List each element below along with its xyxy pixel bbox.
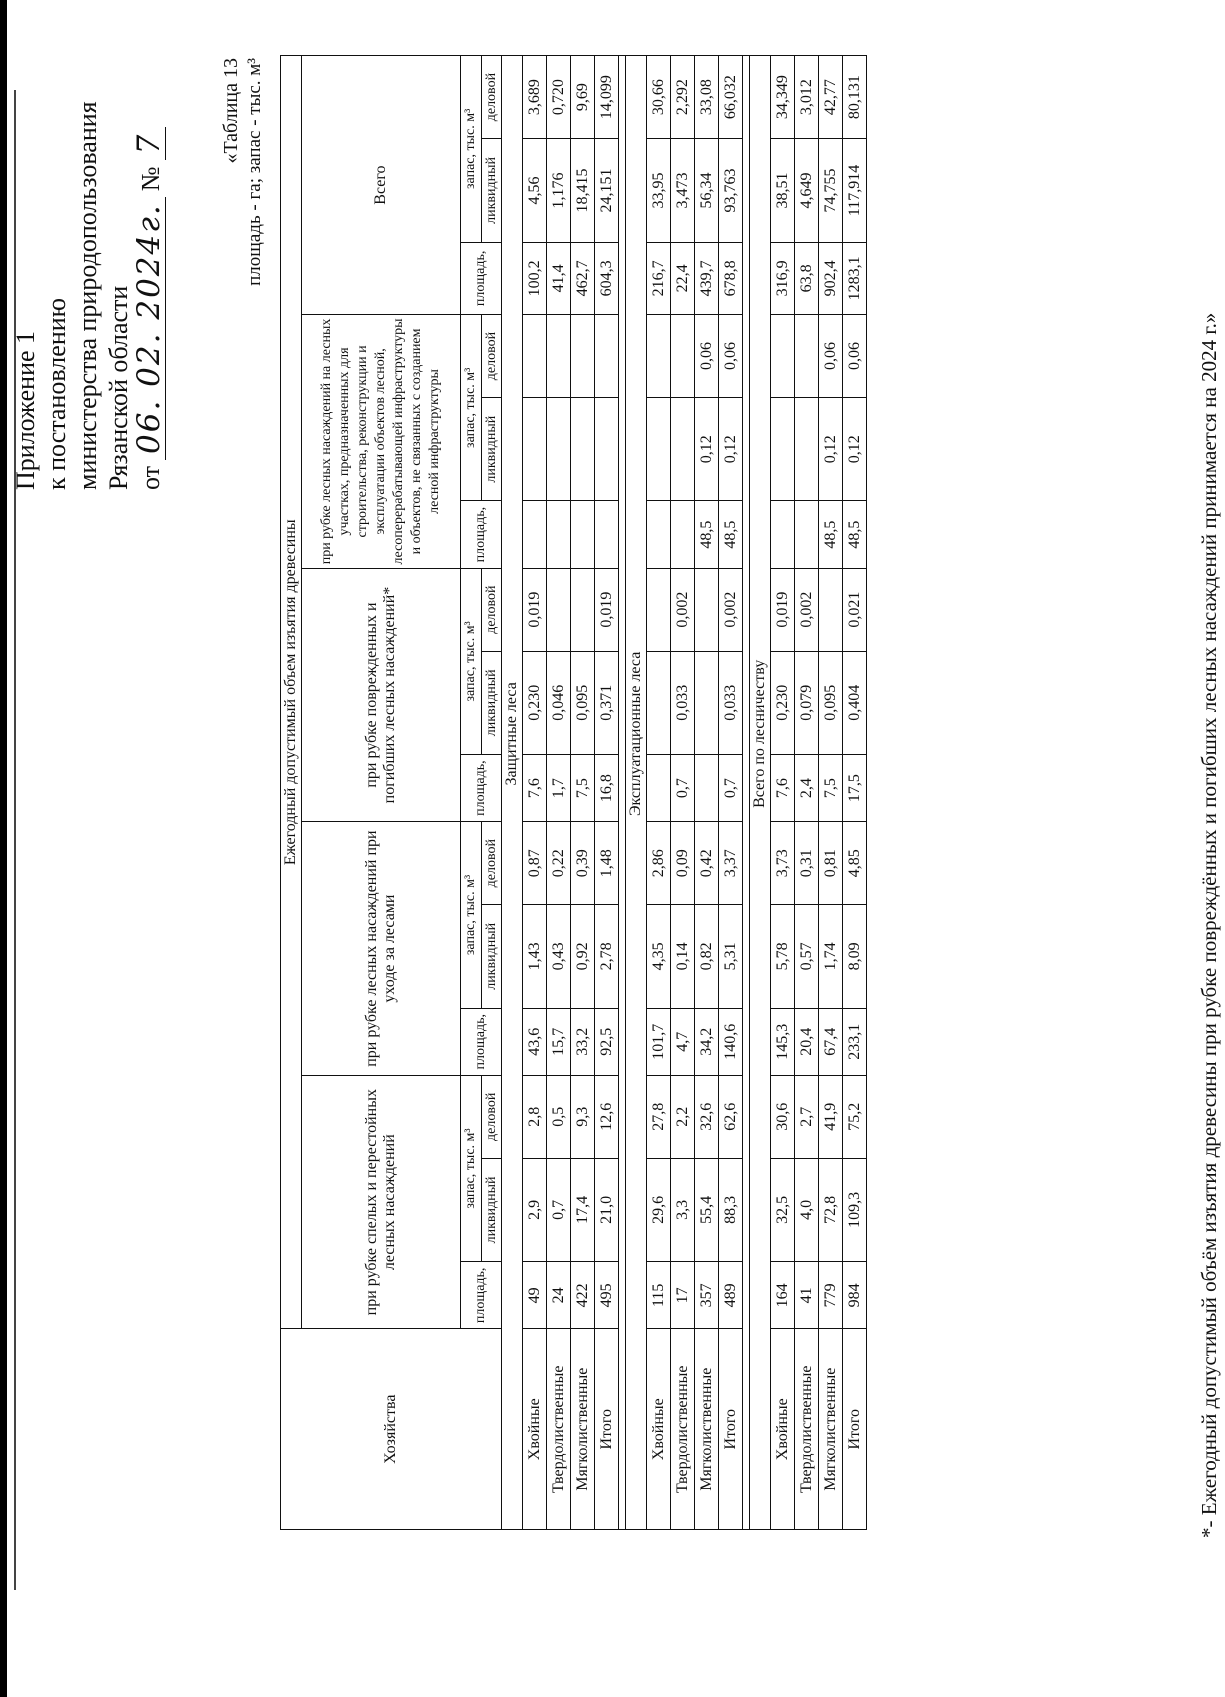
table-cell [695, 651, 719, 755]
footnote: *- Ежегодный допустимый объём изъятия древесины при рубке повреждённых и погибших лесных насаждений принимается на 2024 г.» [1197, 312, 1221, 1538]
table-cell [647, 315, 671, 398]
table-cell [771, 501, 795, 568]
table-cell: 1283,1 [843, 242, 867, 314]
table-cell: 0,046 [547, 651, 571, 755]
table-cell [547, 568, 571, 651]
table-cell: 12,6 [595, 1075, 619, 1158]
scan-binding-edge [0, 0, 7, 1697]
table-row [819, 56, 843, 1530]
row-label: Хвойные [647, 1329, 671, 1530]
table-cell: 4,649 [795, 139, 819, 243]
table-cell: 0,12 [695, 397, 719, 501]
table-cell [819, 568, 843, 651]
table-number-label: «Таблица 13 [220, 58, 242, 164]
table-cell: 0,404 [843, 651, 867, 755]
table-cell [647, 568, 671, 651]
table-cell: 32,6 [695, 1075, 719, 1158]
table-cell: 164 [771, 1262, 795, 1329]
table-cell: 0,57 [795, 905, 819, 1009]
table-cell [771, 315, 795, 398]
table-cell: 88,3 [719, 1158, 743, 1262]
table-cell: 27,8 [647, 1075, 671, 1158]
table-cell: 72,8 [819, 1158, 843, 1262]
group-header-care: при рубке лесных насаждений при уходе за лесами [302, 822, 461, 1076]
stock-header: запас, тыс. м³ [461, 56, 482, 243]
group-header-construction: при рубке лесных насаждений на лесных участках, предназначенных для строительства, реконструкции и эксплуатации объектов лесной, лесоперерабатывающей инфраструктуры и объектов, не связанных с созданием лесной инфраструктуры [302, 315, 461, 569]
table-cell: 1,176 [547, 139, 571, 243]
liquid-header: ликвидный [482, 139, 502, 243]
table-cell: 14,099 [595, 56, 619, 139]
table-cell: 8,09 [843, 905, 867, 1009]
table-row [671, 56, 695, 1530]
table-cell [795, 315, 819, 398]
table-cell: 489 [719, 1262, 743, 1329]
table-cell [671, 397, 695, 501]
table-cell: 100,2 [523, 242, 547, 314]
header-line-3: министерства природопользования [73, 101, 102, 490]
section-title: Эксплуатационные леса [626, 139, 647, 1329]
table-cell: 0,12 [819, 397, 843, 501]
table-row [795, 56, 819, 1530]
table-cell: 0,019 [771, 568, 795, 651]
group-header-total: Всего [302, 56, 461, 315]
business-header: деловой [482, 822, 502, 905]
table-cell: 38,51 [771, 139, 795, 243]
table-cell: 55,4 [695, 1158, 719, 1262]
section-header-row [502, 56, 523, 1530]
table-cell: 24,151 [595, 139, 619, 243]
table-cell: 9,69 [571, 56, 595, 139]
table-cell: 0,019 [523, 568, 547, 651]
table-cell: 0,92 [571, 905, 595, 1009]
stock-header: запас, тыс. м³ [461, 568, 482, 754]
table-cell: 34,349 [771, 56, 795, 139]
handwritten-date: 06. 02. 2024г. [134, 197, 166, 460]
table-cell: 0,033 [719, 651, 743, 755]
date-prefix: от [136, 465, 165, 490]
table-cell: 4,56 [523, 139, 547, 243]
table-cell: 41,4 [547, 242, 571, 314]
table-cell: 43,6 [523, 1008, 547, 1075]
table-cell: 0,371 [595, 651, 619, 755]
table-cell: 66,032 [719, 56, 743, 139]
table-cell [571, 568, 595, 651]
farms-header: Хозяйства [281, 1329, 502, 1530]
table-cell: 101,7 [647, 1008, 671, 1075]
row-label: Твердолиственные [547, 1329, 571, 1530]
table-cell: 495 [595, 1262, 619, 1329]
row-label: Мягколиственные [695, 1329, 719, 1530]
table-cell: 7,6 [523, 755, 547, 822]
table-cell: 462,7 [571, 242, 595, 314]
table-cell: 3,012 [795, 56, 819, 139]
table-cell: 0,12 [719, 397, 743, 501]
row-label: Твердолиственные [671, 1329, 695, 1530]
table-cell: 2,8 [523, 1075, 547, 1158]
group-header-mature: при рубке спелых и перестойных лесных насаждений [302, 1075, 461, 1329]
table-cell: 17,4 [571, 1158, 595, 1262]
table-cell: 7,5 [571, 755, 595, 822]
row-label: Хвойные [771, 1329, 795, 1530]
table-cell: 604,3 [595, 242, 619, 314]
table-cell: 63,8 [795, 242, 819, 314]
table-cell: 33,95 [647, 139, 671, 243]
table-cell: 2,9 [523, 1158, 547, 1262]
table-cell: 140,6 [719, 1008, 743, 1075]
table-cell: 2,86 [647, 822, 671, 905]
table-cell [523, 397, 547, 501]
liquid-header: ликвидный [482, 397, 502, 501]
table-cell [595, 315, 619, 398]
table-cell: 3,3 [671, 1158, 695, 1262]
table-cell: 75,2 [843, 1075, 867, 1158]
table-cell: 0,095 [819, 651, 843, 755]
table-cell: 16,8 [595, 755, 619, 822]
table-row [595, 56, 619, 1530]
table-cell: 2,4 [795, 755, 819, 822]
table-cell: 1,43 [523, 905, 547, 1009]
table-cell: 30,66 [647, 56, 671, 139]
table-cell: 216,7 [647, 242, 671, 314]
table-cell: 0,22 [547, 822, 571, 905]
table-cell: 30,6 [771, 1075, 795, 1158]
area-header: площадь, [461, 1262, 502, 1329]
table-row [719, 56, 743, 1530]
table-cell: 0,06 [719, 315, 743, 398]
table-cell [547, 397, 571, 501]
row-label: Итого [719, 1329, 743, 1530]
table-cell: 0,230 [523, 651, 547, 755]
table-cell: 4,85 [843, 822, 867, 905]
row-label: Хвойные [523, 1329, 547, 1530]
table-cell: 0,06 [843, 315, 867, 398]
table-cell: 2,292 [671, 56, 695, 139]
table-cell: 92,5 [595, 1008, 619, 1075]
table-cell [571, 397, 595, 501]
table-cell: 2,78 [595, 905, 619, 1009]
header-line-4: Рязанской области [104, 285, 133, 490]
table-cell: 17 [671, 1262, 695, 1329]
table-cell [523, 501, 547, 568]
table-cell: 0,720 [547, 56, 571, 139]
table-row [771, 56, 795, 1530]
table-cell: 0,002 [795, 568, 819, 651]
table-cell: 2,7 [795, 1075, 819, 1158]
table-cell: 15,7 [547, 1008, 571, 1075]
table-cell [571, 315, 595, 398]
table-cell: 233,1 [843, 1008, 867, 1075]
table-cell: 0,39 [571, 822, 595, 905]
table-cell: 1,74 [819, 905, 843, 1009]
table-cell: 0,7 [671, 755, 695, 822]
number-sign: № [136, 166, 165, 192]
table-cell: 4,35 [647, 905, 671, 1009]
table-cell: 439,7 [695, 242, 719, 314]
table-cell: 7,6 [771, 755, 795, 822]
table-cell: 984 [843, 1262, 867, 1329]
table-cell: 0,42 [695, 822, 719, 905]
table-cell [795, 397, 819, 501]
section-spacer [619, 56, 626, 1530]
table-cell: 5,31 [719, 905, 743, 1009]
row-label: Мягколиственные [571, 1329, 595, 1530]
table-cell: 49 [523, 1262, 547, 1329]
table-cell: 33,2 [571, 1008, 595, 1075]
table-cell: 42,77 [819, 56, 843, 139]
area-header: площадь, [461, 242, 502, 314]
table-cell: 0,5 [547, 1075, 571, 1158]
table-body [502, 56, 867, 1530]
table-cell: 0,002 [671, 568, 695, 651]
table-cell: 18,415 [571, 139, 595, 243]
table-cell: 145,3 [771, 1008, 795, 1075]
table-cell: 1,7 [547, 755, 571, 822]
header-date-line [131, 101, 167, 490]
table-cell: 3,37 [719, 822, 743, 905]
table-cell: 902,4 [819, 242, 843, 314]
table-cell [647, 755, 671, 822]
table-cell: 0,021 [843, 568, 867, 651]
table-row [571, 56, 595, 1530]
table-cell [671, 501, 695, 568]
table-cell [595, 397, 619, 501]
table-cell: 678,8 [719, 242, 743, 314]
section-title: Всего по лесничеству [750, 139, 771, 1329]
table-cell [671, 315, 695, 398]
stock-header: запас, тыс. м³ [461, 1075, 482, 1261]
table-cell: 62,6 [719, 1075, 743, 1158]
table-cell: 0,82 [695, 905, 719, 1009]
table-cell [547, 501, 571, 568]
table-cell [695, 568, 719, 651]
table-cell: 117,914 [843, 139, 867, 243]
table-cell: 22,4 [671, 242, 695, 314]
table-cell: 67,4 [819, 1008, 843, 1075]
table-cell [647, 501, 671, 568]
table-cell [647, 651, 671, 755]
allowable-cut-table [280, 55, 867, 1530]
table-cell: 115 [647, 1262, 671, 1329]
business-header: деловой [482, 568, 502, 651]
table-cell: 779 [819, 1262, 843, 1329]
group-header-damaged: при рубке поврежденных и погибших лесных насаждений* [302, 568, 461, 822]
business-header: деловой [482, 1075, 502, 1158]
table-cell: 20,4 [795, 1008, 819, 1075]
table-cell: 422 [571, 1262, 595, 1329]
table-cell: 80,131 [843, 56, 867, 139]
table-cell: 17,5 [843, 755, 867, 822]
table-cell: 0,09 [671, 822, 695, 905]
table-cell: 24 [547, 1262, 571, 1329]
table-cell: 74,755 [819, 139, 843, 243]
table-cell: 0,079 [795, 651, 819, 755]
table-cell: 33,08 [695, 56, 719, 139]
table-cell: 1,48 [595, 822, 619, 905]
table-cell: 93,763 [719, 139, 743, 243]
appendix-header [10, 101, 166, 490]
table-cell: 4,7 [671, 1008, 695, 1075]
table-cell: 48,5 [719, 501, 743, 568]
table-row [547, 56, 571, 1530]
table-cell: 357 [695, 1262, 719, 1329]
table-cell: 41 [795, 1262, 819, 1329]
stock-header: запас, тыс. м³ [461, 822, 482, 1008]
table-cell: 34,2 [695, 1008, 719, 1075]
table-cell: 3,689 [523, 56, 547, 139]
table-cell: 0,81 [819, 822, 843, 905]
table-cell [695, 755, 719, 822]
table-cell: 5,78 [771, 905, 795, 1009]
section-spacer [743, 56, 750, 1530]
section-header-row [626, 56, 647, 1530]
table-cell: 4,0 [795, 1158, 819, 1262]
table-cell [547, 315, 571, 398]
area-header: площадь, [461, 755, 502, 822]
table-cell: 109,3 [843, 1158, 867, 1262]
table-cell: 48,5 [843, 501, 867, 568]
header-line-1: Приложение 1 [11, 330, 40, 490]
table-row [647, 56, 671, 1530]
table-cell: 48,5 [695, 501, 719, 568]
section-header-row [750, 56, 771, 1530]
table-row [843, 56, 867, 1530]
table-cell [571, 501, 595, 568]
table-cell: 0,43 [547, 905, 571, 1009]
liquid-header: ликвидный [482, 651, 502, 755]
table-cell: 0,7 [719, 755, 743, 822]
table-cell [523, 315, 547, 398]
table-row [695, 56, 719, 1530]
table-cell: 0,87 [523, 822, 547, 905]
row-label: Итого [843, 1329, 867, 1530]
table-cell: 0,002 [719, 568, 743, 651]
row-label: Мягколиственные [819, 1329, 843, 1530]
stock-header: запас, тыс. м³ [461, 315, 482, 501]
table-cell: 48,5 [819, 501, 843, 568]
row-label: Твердолиственные [795, 1329, 819, 1530]
handwritten-number: 7 [134, 127, 166, 161]
header-line-2: к постановлению [42, 297, 71, 490]
table-cell: 0,033 [671, 651, 695, 755]
table-cell: 0,7 [547, 1158, 571, 1262]
row-label: Итого [595, 1329, 619, 1530]
business-header: деловой [482, 315, 502, 398]
annual-header: Ежегодный допустимый объем изъятия древесины [281, 56, 302, 1329]
table-cell: 0,12 [843, 397, 867, 501]
table-cell: 2,2 [671, 1075, 695, 1158]
table-cell: 9,3 [571, 1075, 595, 1158]
area-header: площадь, [461, 1008, 502, 1075]
table-cell: 0,095 [571, 651, 595, 755]
table-cell: 0,06 [819, 315, 843, 398]
table-cell: 0,019 [595, 568, 619, 651]
table-cell: 56,34 [695, 139, 719, 243]
table-cell: 3,473 [671, 139, 695, 243]
table-cell: 0,06 [695, 315, 719, 398]
table-cell: 0,31 [795, 822, 819, 905]
table-row [523, 56, 547, 1530]
table-cell [795, 501, 819, 568]
table-cell: 32,5 [771, 1158, 795, 1262]
table-cell [771, 397, 795, 501]
section-title: Защитные леса [502, 139, 523, 1329]
table-cell: 316,9 [771, 242, 795, 314]
units-label: площадь - га; запас - тыс. м³ [244, 58, 265, 286]
table-cell: 0,14 [671, 905, 695, 1009]
table-cell: 41,9 [819, 1075, 843, 1158]
table-cell [595, 501, 619, 568]
area-header: площадь, [461, 501, 502, 568]
table-cell: 29,6 [647, 1158, 671, 1262]
rotated-document-page [11, 55, 1225, 1538]
table-cell: 21,0 [595, 1158, 619, 1262]
table-cell: 0,230 [771, 651, 795, 755]
liquid-header: ликвидный [482, 1158, 502, 1262]
business-header: деловой [482, 56, 502, 139]
table-cell: 3,73 [771, 822, 795, 905]
liquid-header: ликвидный [482, 905, 502, 1009]
table-cell [647, 397, 671, 501]
table-cell: 7,5 [819, 755, 843, 822]
